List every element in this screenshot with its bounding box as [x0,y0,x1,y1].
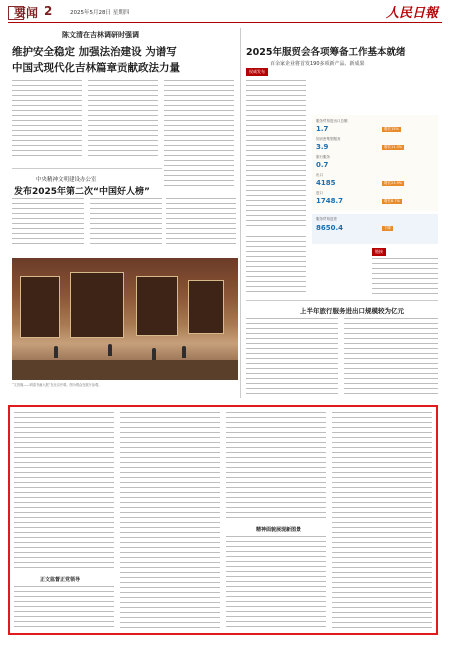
second-body-col3 [166,198,236,248]
right-body-col1 [246,80,306,230]
masthead-rule [8,22,442,23]
floor [12,360,238,380]
info-badge: 增长23.9% [384,181,403,185]
infographic [312,115,438,211]
bottom-subhead-left: 正文监督正党领导 [40,577,81,583]
right-bottom-headline: 上半年旅行服务进出口规模较为亿元 [300,307,404,315]
info-badge: 增长8.7% [384,199,400,203]
lead-body-col2 [88,80,158,160]
visitor-figure [152,348,156,360]
photo-caption: “文昌阁——明清书画大展”在北京开幕。图为观众在展厅参观。 [12,383,102,387]
second-body-col2 [90,198,162,248]
info-value: 8650.4 [316,224,344,232]
info-value: 1.7 [316,125,329,133]
painting-frame [20,276,60,338]
lead-kicker: 陈文清在吉林调研时强调 [62,31,139,39]
info-total-box [312,214,438,244]
right-bottom-col2 [344,318,438,398]
bottom-col4 [332,412,432,630]
painting-frame [70,272,124,338]
second-kicker: 中央精神文明建设办公室 [36,177,97,183]
bottom-col1b [14,586,114,630]
page-number: 2 [44,4,53,18]
right-headline: 2025年服贸会各项筹备工作基本就绪 [246,47,406,58]
info-value: 1748.7 [316,197,344,205]
info-value: 0.7 [316,161,329,169]
visitor-figure [54,346,58,358]
lead-headline-line1: 维护安全稳定 加强法治建设 为谱写 [12,46,177,58]
info-label: 进口 [316,191,323,195]
lead-body-col3 [164,80,234,190]
right-bottom-col1 [246,318,338,398]
lead-headline-line2: 中国式现代化吉林篇章贡献政法力量 [12,62,180,74]
info-label: 知识密集型服务 [316,137,341,141]
info-label: 出口 [316,173,323,177]
info-badge: 增长11.5% [384,145,403,149]
second-headline: 发布2025年第二次“中国好人榜” [14,187,150,197]
newspaper-logo: 人民日報 [385,6,438,21]
visitor-figure [108,344,112,356]
visitor-figure [182,346,186,358]
issue-date: 2025年5月28日 星期四 [70,10,130,16]
right-body-col2 [372,258,438,298]
right-subhead: 百余家企业将首发190多项新产品、新成果 [270,61,365,67]
bottom-col2 [120,412,220,630]
bottom-subhead-right: 精神面貌展现新图景 [256,527,302,533]
info-label: 服务贸易逆差 [316,217,337,221]
divider [246,300,438,301]
authority-badge: 权威发布 [246,68,268,76]
second-body-col1 [12,198,84,248]
link-badge: 链接 [372,248,386,256]
bottom-col1 [14,412,114,572]
info-value: 4185 [316,179,336,187]
divider [12,168,162,169]
info-label: 旅行服务 [316,155,330,159]
painting-frame [136,276,178,336]
lead-body-col1 [12,80,82,160]
exhibition-photo [12,258,238,380]
bottom-col3b [226,536,326,630]
info-label: 服务贸易进出口总额 [316,119,348,123]
painting-frame [188,280,224,334]
right-body-col1b [246,236,306,296]
masthead [0,0,450,24]
column-rule [240,28,241,398]
section-title: 要闻 [14,6,39,20]
info-badge: 下降 [384,226,391,230]
bottom-col3 [226,412,326,522]
info-value: 3.9 [316,143,329,151]
info-badge: 增长15% [384,127,399,131]
